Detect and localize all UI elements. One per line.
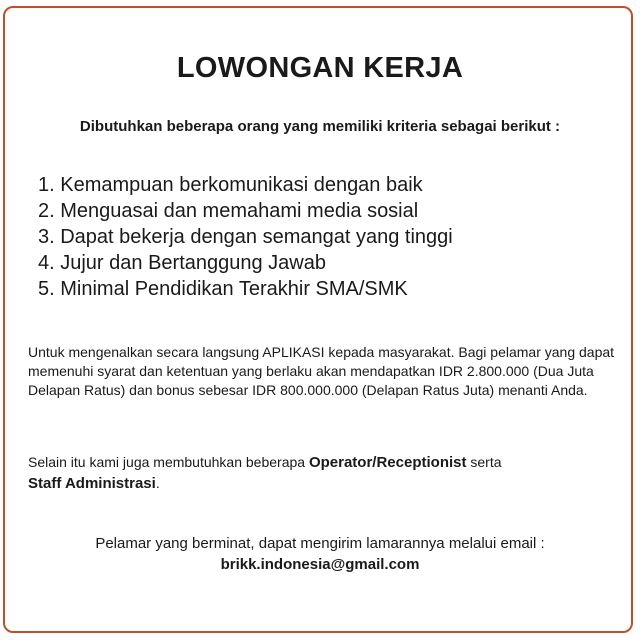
roles-suffix: . — [155, 475, 160, 491]
salary-paragraph: Untuk mengenalkan secara langsung APLIKASI kepada masyarakat. Bagi pelamar yang dapat memenuhi syarat dan ketentuan yang berlaku akan mendapatkan IDR 2.800.000 (Dua Juta Delapan Ratus) dan bonus sebesar IDR 800.000.000 (Delapan Ratus Juta) menanti Anda. — [28, 344, 615, 398]
criteria-list — [38, 172, 453, 302]
page-title: LOWONGAN KERJA — [176, 52, 464, 84]
list-item: 4. Jujur dan Bertanggung Jawab — [38, 252, 326, 274]
list-item: 1. Kemampuan berkomunikasi dengan baik — [38, 174, 423, 196]
list-item: 5. Minimal Pendidikan Terakhir SMA/SMK — [38, 278, 408, 300]
roles-middle: serta — [466, 454, 502, 470]
subtitle: Dibutuhkan beberapa orang yang memiliki kriteria sebagai berikut : — [79, 118, 561, 135]
role-staff: Staff Administrasi — [28, 475, 156, 492]
closing — [0, 533, 640, 575]
additional-roles-paragraph — [28, 452, 618, 494]
closing-text: Pelamar yang berminat, dapat mengirim lamarannya melalui email : — [95, 535, 545, 552]
list-item: 2. Menguasai dan memahami media sosial — [38, 200, 419, 222]
roles-prefix: Selain itu kami juga membutuhkan beberapa — [28, 454, 309, 470]
role-operator: Operator/Receptionist — [308, 454, 467, 471]
contact-email[interactable]: brikk.indonesia@gmail.com — [220, 556, 420, 573]
list-item: 3. Dapat bekerja dengan semangat yang tinggi — [38, 226, 453, 248]
